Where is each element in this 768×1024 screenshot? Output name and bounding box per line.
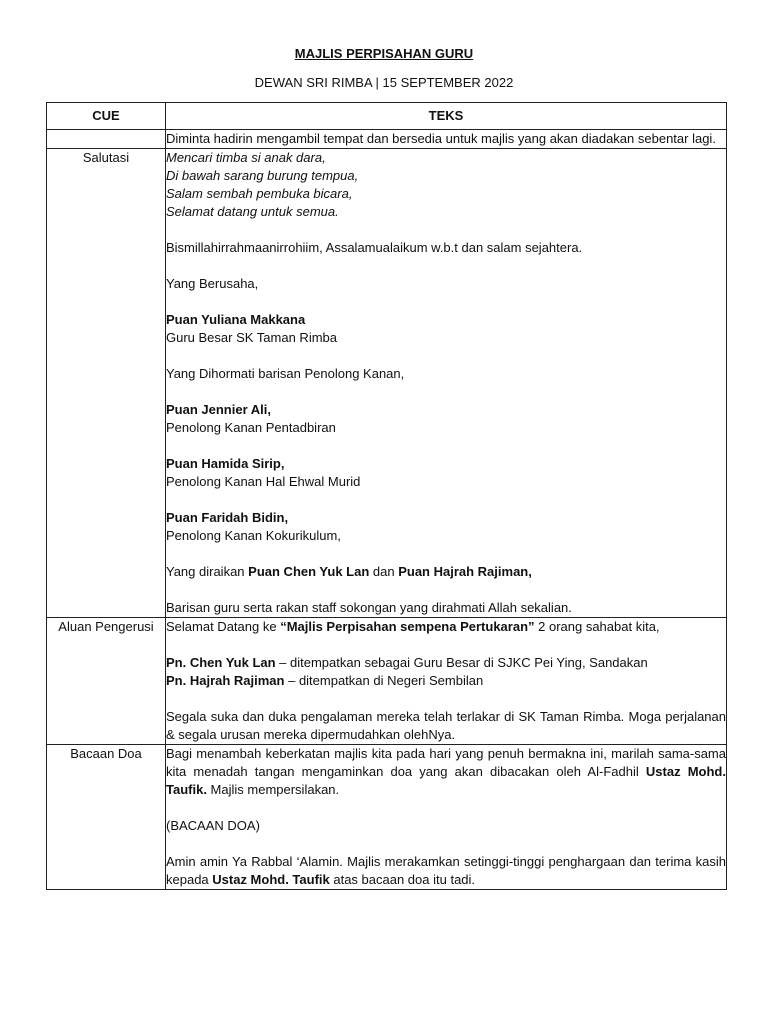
- text-cell: [166, 149, 727, 618]
- dihormati-label: Yang Dihormati barisan Penolong Kanan,: [166, 366, 405, 381]
- bacaan-doa-label: (BACAAN DOA): [166, 818, 260, 833]
- welcome-line: Selamat Datang ke “Majlis Perpisahan sempena Pertukaran” 2 orang sahabat kita,: [166, 619, 660, 634]
- barisan-line: Barisan guru serta rakan staff sokongan yang dirahmati Allah sekalian.: [166, 600, 572, 615]
- cue-cell: [47, 130, 166, 149]
- closing-paragraph: Segala suka dan duka pengalaman mereka telah terlakar di SK Taman Rimba. Moga perjalanan & segala urusan mereka dipermudahkan olehNya.: [166, 709, 726, 742]
- diraikan-line: Yang diraikan Puan Chen Yuk Lan dan Puan Hajrah Rajiman,: [166, 564, 532, 579]
- page-subtitle: DEWAN SRI RIMBA | 15 SEPTEMBER 2022: [254, 75, 514, 90]
- table-row: [47, 618, 727, 745]
- guest-role: Penolong Kanan Pentadbiran: [166, 420, 336, 435]
- opening-announcement: Diminta hadirin mengambil tempat dan bersedia untuk majlis yang akan diadakan sebentar lagi.: [166, 131, 716, 146]
- guest-name: Puan Faridah Bidin,: [166, 510, 289, 525]
- text-cell: [166, 745, 727, 890]
- transfer-line: Pn. Chen Yuk Lan – ditempatkan sebagai Guru Besar di SJKC Pei Ying, Sandakan: [166, 655, 648, 670]
- text-cell: [166, 130, 727, 149]
- pantun-line: Di bawah sarang burung tempua,: [166, 168, 359, 183]
- guest-name: Puan Yuliana Makkana: [166, 312, 306, 327]
- cue-cell: Aluan Pengerusi: [47, 618, 166, 745]
- table-row: [47, 745, 727, 890]
- pantun-line: Mencari timba si anak dara,: [166, 150, 326, 165]
- doa-thanks: Amin amin Ya Rabbal ‘Alamin. Majlis merakamkan setinggi-tinggi penghargaan dan terima kasih kepada Ustaz Mohd. Taufik atas bacaan doa itu tadi.: [166, 854, 726, 887]
- cue-cell: Salutasi: [47, 149, 166, 618]
- table-row: [47, 130, 727, 149]
- greeting: Bismillahirrahmaanirrohiim, Assalamualaikum w.b.t dan salam sejahtera.: [166, 240, 583, 255]
- transfer-line: Pn. Hajrah Rajiman – ditempatkan di Negeri Sembilan: [166, 673, 484, 688]
- pantun-line: Salam sembah pembuka bicara,: [166, 186, 353, 201]
- column-header-cue: CUE: [47, 103, 166, 130]
- page-title: MAJLIS PERPISAHAN GURU: [294, 46, 474, 61]
- table-row: [47, 149, 727, 618]
- guest-role: Penolong Kanan Hal Ehwal Murid: [166, 474, 361, 489]
- guest-name: Puan Jennier Ali,: [166, 402, 271, 417]
- table-header-row: [47, 103, 727, 130]
- program-script-table: [46, 102, 727, 890]
- column-header-text: TEKS: [166, 103, 727, 130]
- yang-berusaha-label: Yang Berusaha,: [166, 276, 259, 291]
- cue-cell: Bacaan Doa: [47, 745, 166, 890]
- guest-name: Puan Hamida Sirip,: [166, 456, 285, 471]
- guest-role: Penolong Kanan Kokurikulum,: [166, 528, 341, 543]
- doa-invitation: Bagi menambah keberkatan majlis kita pada hari yang penuh bermakna ini, marilah sama-sama kita menadah tangan mengaminkan doa yang akan dibacakan oleh Al-Fadhil Ustaz Mohd. Taufik. Majlis mempersilakan.: [166, 746, 726, 797]
- guest-role: Guru Besar SK Taman Rimba: [166, 330, 337, 345]
- pantun-line: Selamat datang untuk semua.: [166, 204, 339, 219]
- text-cell: [166, 618, 727, 745]
